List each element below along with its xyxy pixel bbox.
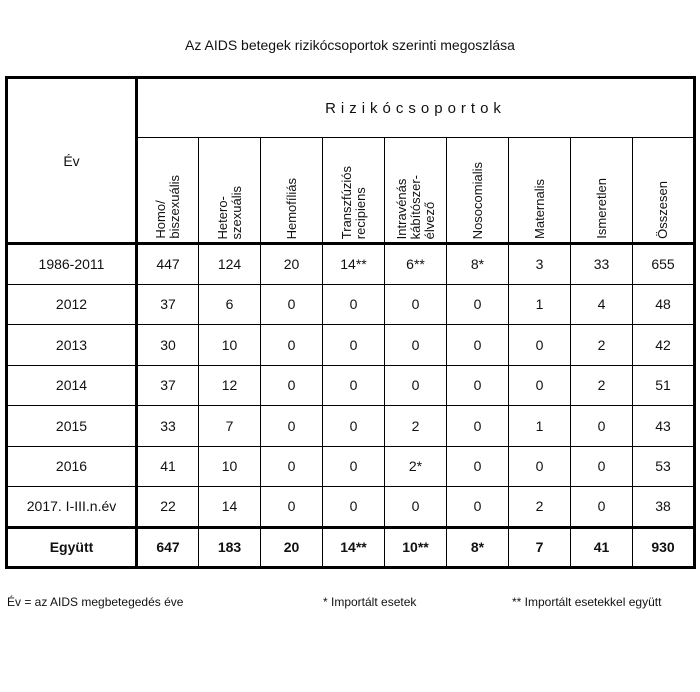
column-header-label: Intravénás kábítószer- élvező — [393, 174, 437, 239]
value-cell: 0 — [323, 406, 385, 447]
value-cell: 647 — [137, 527, 199, 568]
value-cell: 10 — [199, 325, 261, 366]
value-cell: 14** — [323, 244, 385, 285]
value-cell: 30 — [137, 325, 199, 366]
value-cell: 2* — [385, 446, 447, 487]
aids-risk-table — [5, 76, 696, 569]
column-header-label: Összesen — [655, 181, 670, 239]
column-header-label: Nosocomialis — [469, 161, 485, 239]
year-cell: 2016 — [7, 446, 137, 487]
value-cell: 4 — [571, 284, 633, 325]
value-cell: 2 — [571, 325, 633, 366]
value-cell: 124 — [199, 244, 261, 285]
value-cell: 0 — [447, 325, 509, 366]
footnote-double-star: ** Importált esetekkel együtt — [512, 595, 662, 609]
value-cell: 0 — [447, 446, 509, 487]
value-cell: 0 — [509, 446, 571, 487]
value-cell: 10** — [385, 527, 447, 568]
value-cell: 183 — [199, 527, 261, 568]
value-cell: 1 — [509, 406, 571, 447]
value-cell: 0 — [261, 284, 323, 325]
table-row — [7, 284, 695, 325]
column-header — [385, 138, 447, 244]
value-cell: 0 — [261, 406, 323, 447]
column-header — [509, 138, 571, 244]
column-header — [199, 138, 261, 244]
value-cell: 41 — [571, 527, 633, 568]
value-cell: 0 — [261, 365, 323, 406]
year-cell: 1986-2011 — [7, 244, 137, 285]
value-cell: 0 — [571, 406, 633, 447]
value-cell: 2 — [385, 406, 447, 447]
value-cell: 48 — [633, 284, 695, 325]
value-cell: 0 — [323, 446, 385, 487]
total-row — [7, 527, 695, 568]
value-cell: 3 — [509, 244, 571, 285]
value-cell: 0 — [447, 284, 509, 325]
value-cell: 20 — [261, 244, 323, 285]
value-cell: 6 — [199, 284, 261, 325]
column-header — [447, 138, 509, 244]
value-cell: 0 — [385, 325, 447, 366]
value-cell: 7 — [199, 406, 261, 447]
year-header: Év — [7, 78, 137, 244]
column-header — [137, 138, 199, 244]
table-row — [7, 365, 695, 406]
value-cell: 0 — [261, 446, 323, 487]
table-row — [7, 325, 695, 366]
value-cell: 6** — [385, 244, 447, 285]
year-cell: 2012 — [7, 284, 137, 325]
value-cell: 51 — [633, 365, 695, 406]
value-cell: 41 — [137, 446, 199, 487]
table-row — [7, 446, 695, 487]
table-row — [7, 406, 695, 447]
column-header-label: Transzfúziós recipiens — [338, 165, 368, 239]
value-cell: 0 — [323, 325, 385, 366]
table-title: Az AIDS betegek rizikócsoportok szerinti megoszlása — [185, 37, 515, 53]
footnote-star: * Importált esetek — [323, 595, 417, 609]
value-cell: 43 — [633, 406, 695, 447]
value-cell: 0 — [447, 406, 509, 447]
risk-group-header: Rizikócsoportok — [137, 78, 695, 138]
value-cell: 8* — [447, 527, 509, 568]
value-cell: 0 — [261, 325, 323, 366]
value-cell: 0 — [447, 365, 509, 406]
value-cell: 0 — [323, 284, 385, 325]
value-cell: 53 — [633, 446, 695, 487]
value-cell: 0 — [385, 487, 447, 528]
column-header — [571, 138, 633, 244]
value-cell: 0 — [447, 487, 509, 528]
value-cell: 38 — [633, 487, 695, 528]
column-header-label: Hetero- szexuális — [214, 185, 244, 239]
year-cell: 2013 — [7, 325, 137, 366]
value-cell: 0 — [571, 446, 633, 487]
year-cell: 2017. I-III.n.év — [7, 487, 137, 528]
value-cell: 0 — [571, 487, 633, 528]
value-cell: 33 — [137, 406, 199, 447]
value-cell: 14 — [199, 487, 261, 528]
value-cell: 0 — [509, 365, 571, 406]
value-cell: 0 — [261, 487, 323, 528]
year-cell: Együtt — [7, 527, 137, 568]
column-header — [323, 138, 385, 244]
column-header — [261, 138, 323, 244]
table-row — [7, 487, 695, 528]
value-cell: 2 — [571, 365, 633, 406]
year-cell: 2014 — [7, 365, 137, 406]
value-cell: 447 — [137, 244, 199, 285]
year-cell: 2015 — [7, 406, 137, 447]
column-header-label: Maternalis — [531, 179, 547, 239]
value-cell: 0 — [323, 365, 385, 406]
value-cell: 37 — [137, 365, 199, 406]
value-cell: 10 — [199, 446, 261, 487]
column-header-label: Ismeretlen — [593, 178, 609, 239]
column-header — [633, 138, 695, 244]
value-cell: 20 — [261, 527, 323, 568]
value-cell: 14** — [323, 527, 385, 568]
column-header-label: Homo/ biszexuális — [153, 175, 182, 239]
value-cell: 1 — [509, 284, 571, 325]
value-cell: 12 — [199, 365, 261, 406]
value-cell: 33 — [571, 244, 633, 285]
value-cell: 930 — [633, 527, 695, 568]
value-cell: 0 — [509, 325, 571, 366]
footnote-year: Év = az AIDS megbetegedés éve — [7, 595, 184, 609]
value-cell: 37 — [137, 284, 199, 325]
value-cell: 7 — [509, 527, 571, 568]
value-cell: 0 — [323, 487, 385, 528]
value-cell: 0 — [385, 365, 447, 406]
value-cell: 42 — [633, 325, 695, 366]
value-cell: 2 — [509, 487, 571, 528]
value-cell: 8* — [447, 244, 509, 285]
value-cell: 655 — [633, 244, 695, 285]
table-row — [7, 244, 695, 285]
column-header-label: Hemofíliás — [283, 177, 299, 239]
value-cell: 22 — [137, 487, 199, 528]
value-cell: 0 — [385, 284, 447, 325]
